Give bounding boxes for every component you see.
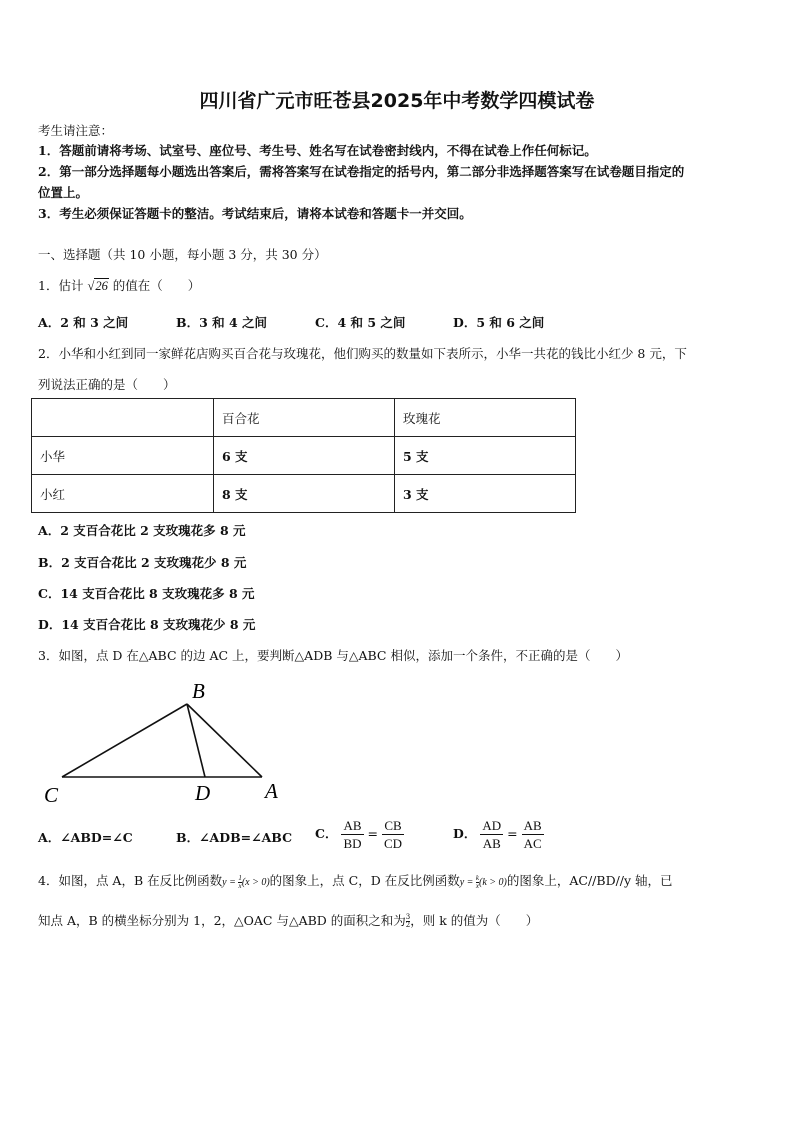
q3-option-d — [453, 817, 544, 852]
denominator: 2 — [405, 921, 411, 929]
q3-text: 3．如图，点 D 在△ABC 的边 AC 上，要判断△ADB 与△ABC 相似，添加一个条件，不正确的是（ ） — [38, 648, 628, 663]
function-1 — [222, 874, 270, 891]
numerator: AB — [523, 818, 542, 833]
table-row — [32, 437, 576, 475]
fraction — [522, 817, 544, 852]
table-cell: 6 支 — [214, 437, 395, 475]
numerator: k — [475, 874, 480, 883]
q2-text-line1: 2．小华和小红到同一家鲜花店购买百合花与玫瑰花，他们购买的数量如下表所示，小华一共花的钱比小红少 8 元，下 — [38, 346, 687, 361]
q4-text-line1 — [38, 871, 673, 890]
denominator: x — [238, 882, 242, 891]
q4-part2: 的图象上，点 C，D 在反比例函数 — [269, 873, 460, 888]
denominator: AB — [482, 836, 501, 851]
fraction — [341, 817, 363, 852]
numerator: CB — [382, 817, 404, 835]
q1-prefix: 1．估计 — [38, 278, 84, 293]
table-cell-name: 小华 — [32, 437, 214, 475]
equals-sign: = — [507, 826, 518, 841]
q3-option-c — [315, 817, 404, 852]
q3-option-a: A．∠ABD=∠C — [38, 830, 133, 845]
q2-option-b: B．2 支百合花比 2 支玫瑰花少 8 元 — [38, 555, 247, 570]
numerator: AB — [343, 818, 362, 833]
table-row — [32, 475, 576, 513]
function-lhs: y = — [222, 877, 239, 888]
q2-option-c: C．14 支百合花比 8 支玫瑰花多 8 元 — [38, 586, 255, 601]
q4-line2a: 知点 A，B 的横坐标分别为 1，2，△OAC 与△ABD 的面积之和为 — [38, 913, 406, 928]
page-title: 四川省广元市旺苍县2025年中考数学四模试卷 — [199, 90, 595, 112]
numerator: 3 — [405, 913, 411, 921]
q4-part1: 4．如图，点 A，B 在反比例函数 — [38, 873, 223, 888]
table-cell: 8 支 — [214, 475, 395, 513]
denominator: BD — [343, 836, 362, 851]
q3-option-b: B．∠ADB=∠ABC — [176, 830, 293, 845]
q2-option-a: A．2 支百合花比 2 支玫瑰花多 8 元 — [38, 523, 246, 538]
label-d: D — [195, 781, 211, 805]
q1-option-a: A．2 和 3 之间 — [38, 315, 129, 330]
notice-item-3: 3．考生必须保证答题卡的整洁。考试结束后，请将本试卷和答题卡一并交回。 — [38, 206, 472, 221]
segment-ba — [187, 704, 262, 777]
table-header-rose: 玫瑰花 — [395, 399, 576, 437]
function-condition: (x > 0) — [241, 877, 270, 888]
function-2 — [459, 874, 507, 891]
q4-text-line2 — [38, 911, 538, 929]
function-lhs: y = — [459, 877, 476, 888]
section-heading: 一、选择题（共 10 小题，每小题 3 分，共 30 分） — [38, 247, 327, 262]
denominator: AC — [523, 836, 542, 851]
notice-item-2: 2．第一部分选择题每小题选出答案后，需将答案写在试卷指定的括号内，第二部分非选择题答案写在试卷题目指定的 — [38, 164, 685, 179]
equals-sign: = — [367, 826, 378, 841]
numerator: 1 — [238, 874, 242, 883]
label-b: B — [192, 679, 205, 703]
q2-text-line2: 列说法正确的是（ ） — [38, 377, 176, 392]
label-a: A — [265, 779, 278, 803]
table-cell-name: 小红 — [32, 475, 214, 513]
label-c: C — [44, 783, 59, 807]
fraction — [382, 817, 404, 852]
q4-line2b: ，则 k 的值为（ ） — [410, 913, 539, 928]
q1-option-d: D．5 和 6 之间 — [453, 315, 545, 330]
q4-part3: 的图象上，AC//BD//y 轴，已 — [506, 873, 673, 888]
triangle-figure — [30, 672, 300, 812]
table-cell: 3 支 — [395, 475, 576, 513]
q1-suffix: 的值在（ ） — [112, 278, 201, 293]
segment-bd — [187, 704, 205, 777]
notice-heading: 考生请注意： — [38, 123, 114, 138]
q1-option-b: B．3 和 4 之间 — [176, 315, 268, 330]
fraction — [480, 817, 503, 852]
function-condition: (k > 0) — [479, 877, 507, 888]
notice-item-2-cont: 位置上。 — [38, 185, 89, 200]
q1-option-c: C．4 和 5 之间 — [315, 315, 406, 330]
table-cell: 5 支 — [395, 437, 576, 475]
table-header-lily: 百合花 — [214, 399, 395, 437]
numerator: AD — [482, 818, 502, 833]
q2-option-d: D．14 支百合花比 8 支玫瑰花少 8 元 — [38, 617, 256, 632]
denominator: CD — [383, 836, 403, 851]
table-header-row — [32, 399, 576, 437]
q1-radicand: 26 — [95, 279, 108, 293]
q3-option-d-label: D． — [453, 826, 477, 841]
notice-item-1: 1．答题前请将考场、试室号、座位号、考生号、姓名写在试卷密封线内，不得在试卷上作任何标记。 — [38, 143, 597, 158]
denominator: x — [475, 882, 480, 891]
q2-table — [31, 398, 576, 513]
q3-option-c-label: C． — [315, 826, 338, 841]
table-cell — [32, 399, 214, 437]
sqrt-expression: √26 — [87, 279, 108, 293]
segment-cb — [62, 704, 187, 777]
question-1 — [38, 276, 200, 294]
